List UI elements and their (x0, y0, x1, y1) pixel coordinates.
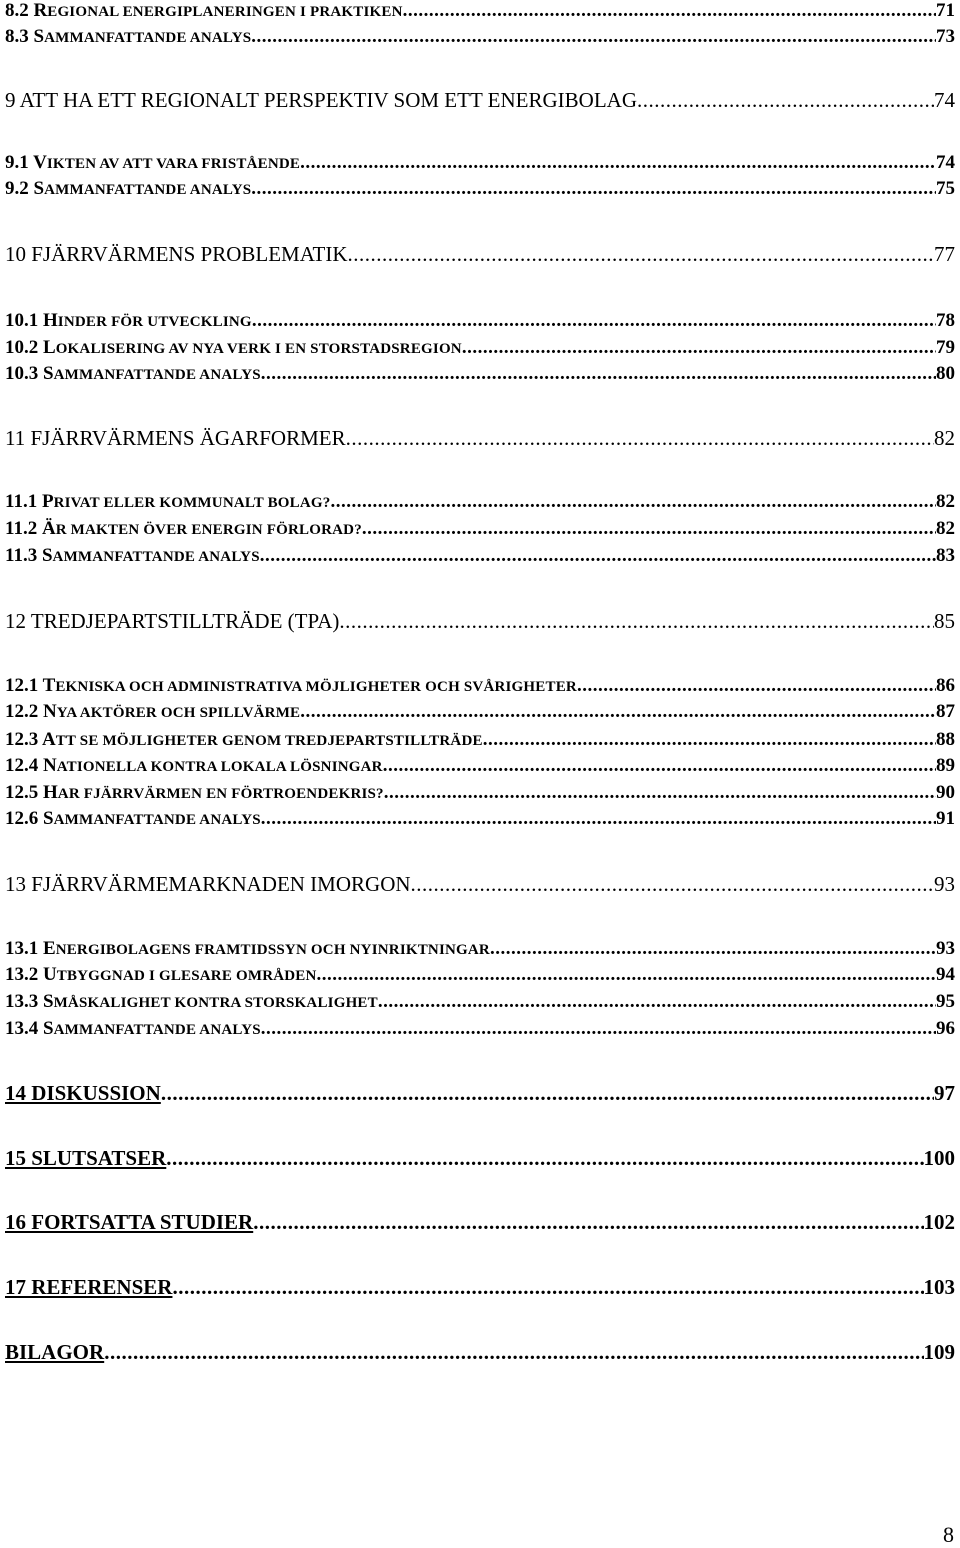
toc-entry-label: 12.5 HAR FJÄRRVÄRMEN EN FÖRTROENDEKRIS? (5, 782, 384, 803)
toc-leader-dots (330, 491, 936, 513)
toc-page-number: 74 (936, 152, 955, 173)
toc-page-number: 87 (936, 701, 955, 722)
toc-entry-label: 13.4 SAMMANFATTANDE ANALYS (5, 1018, 261, 1039)
toc-page-number: 85 (934, 609, 955, 633)
toc-chapter-16[interactable] (5, 1210, 955, 1235)
toc-leader-dots (490, 938, 936, 960)
toc-page-number: 88 (936, 729, 955, 750)
toc-page-number: 77 (934, 242, 955, 266)
toc-chapter-title: BILAGOR (5, 1340, 105, 1364)
toc-leader-dots (346, 426, 934, 451)
toc-leader-dots (252, 310, 936, 332)
toc-chapter-12[interactable] (5, 609, 955, 634)
toc-entry-label: 12.2 NYA AKTÖRER OCH SPILLVÄRME (5, 701, 301, 722)
toc-page-number: 71 (936, 0, 955, 21)
toc-page-number: 82 (936, 518, 955, 539)
toc-entry-9-1[interactable] (5, 152, 955, 174)
toc-leader-dots (348, 242, 934, 267)
toc-page-number: 73 (936, 26, 955, 47)
toc-page-number: 100 (923, 1146, 955, 1170)
toc-entry-12-3[interactable] (5, 729, 955, 751)
toc-entry-label: 10.3 SAMMANFATTANDE ANALYS (5, 363, 261, 384)
toc-leader-dots (261, 363, 936, 385)
toc-entry-13-2[interactable] (5, 964, 955, 986)
toc-page-number: 79 (936, 337, 955, 358)
toc-entry-label: 11.1 PRIVAT ELLER KOMMUNALT BOLAG? (5, 491, 331, 512)
toc-page-number: 82 (934, 426, 955, 450)
toc-entry-label: 9.2 SAMMANFATTANDE ANALYS (5, 178, 252, 199)
toc-chapter-13[interactable] (5, 872, 955, 897)
toc-entry-10-3[interactable] (5, 363, 955, 385)
toc-entry-11-1[interactable] (5, 491, 955, 513)
toc-page-number: 103 (923, 1275, 955, 1299)
toc-page-number: 94 (936, 964, 955, 985)
page-number: 8 (943, 1522, 954, 1547)
toc-leader-dots (251, 178, 936, 200)
toc-chapter-title: 12 TREDJEPARTSTILLTRÄDE (TPA) (5, 609, 340, 633)
toc-leader-dots (300, 152, 936, 174)
toc-entry-13-4[interactable] (5, 1018, 955, 1040)
toc-page-number: 86 (936, 675, 955, 696)
toc-page-number: 74 (934, 88, 955, 112)
toc-chapter-10[interactable] (5, 242, 955, 267)
toc-leader-dots (403, 0, 936, 22)
toc-page-number: 102 (923, 1210, 955, 1234)
toc-leader-dots (251, 26, 936, 48)
toc-entry-label: 8.2 REGIONAL ENERGIPLANERINGEN I PRAKTIKEN (5, 0, 403, 21)
toc-entry-13-3[interactable] (5, 991, 955, 1013)
toc-entry-label: 12.6 SAMMANFATTANDE ANALYS (5, 808, 261, 829)
toc-leader-dots (172, 1275, 923, 1300)
toc-chapter-15[interactable] (5, 1146, 955, 1171)
toc-entry-12-5[interactable] (5, 782, 955, 804)
toc-leader-dots (260, 545, 936, 567)
toc-leader-dots (384, 782, 936, 804)
toc-chapter-title: 11 FJÄRRVÄRMENS ÄGARFORMER (5, 426, 346, 450)
toc-leader-dots (300, 701, 936, 723)
toc-page-number: 83 (936, 545, 955, 566)
toc-page-number: 75 (936, 178, 955, 199)
toc-leader-dots (462, 337, 936, 359)
toc-entry-label: 11.2 ÄR MAKTEN ÖVER ENERGIN FÖRLORAD? (5, 518, 362, 539)
toc-leader-dots (261, 1018, 936, 1040)
toc-leader-dots (483, 729, 936, 751)
toc-page-number: 90 (936, 782, 955, 803)
toc-page-number: 80 (936, 363, 955, 384)
toc-page-number: 93 (936, 938, 955, 959)
toc-page-number: 89 (936, 755, 955, 776)
toc-entry-12-4[interactable] (5, 755, 955, 777)
toc-chapter-bilagor[interactable] (5, 1340, 955, 1365)
toc-entry-label: 10.2 LOKALISERING AV NYA VERK I EN STORSTADSREGION (5, 337, 462, 358)
toc-page-number: 109 (923, 1340, 955, 1364)
toc-leader-dots (161, 1081, 934, 1106)
toc-chapter-11[interactable] (5, 426, 955, 451)
toc-entry-12-6[interactable] (5, 808, 955, 830)
toc-page-number: 91 (936, 808, 955, 829)
toc-entry-11-2[interactable] (5, 518, 955, 540)
toc-entry-9-2[interactable] (5, 178, 955, 200)
toc-leader-dots (261, 808, 936, 830)
toc-entry-label: 13.2 UTBYGGNAD I GLESARE OMRÅDEN (5, 964, 317, 985)
toc-entry-12-1[interactable] (5, 675, 955, 697)
toc-entry-13-1[interactable] (5, 938, 955, 960)
toc-entry-label: 12.3 ATT SE MÖJLIGHETER GENOM TREDJEPARTSTILLTRÄDE (5, 729, 483, 750)
toc-page-number: 93 (934, 872, 955, 896)
toc-entry-label: 12.1 TEKNISKA OCH ADMINISTRATIVA MÖJLIGHETER OCH SVÅRIGHETER (5, 675, 577, 696)
toc-leader-dots (253, 1210, 923, 1235)
toc-leader-dots (577, 675, 936, 697)
toc-chapter-title: 10 FJÄRRVÄRMENS PROBLEMATIK (5, 242, 348, 266)
toc-leader-dots (383, 755, 936, 777)
toc-entry-10-1[interactable] (5, 310, 955, 332)
toc-leader-dots (362, 518, 936, 540)
toc-entry-8-3[interactable] (5, 26, 955, 48)
toc-page-number: 97 (934, 1081, 955, 1105)
toc-entry-label: 12.4 NATIONELLA KONTRA LOKALA LÖSNINGAR (5, 755, 383, 776)
toc-leader-dots (411, 872, 934, 897)
toc-chapter-14[interactable] (5, 1081, 955, 1106)
toc-leader-dots (317, 964, 936, 986)
toc-entry-label: 9.1 VIKTEN AV ATT VARA FRISTÅENDE (5, 152, 301, 173)
toc-leader-dots (166, 1146, 923, 1171)
toc-chapter-17[interactable] (5, 1275, 955, 1300)
toc-chapter-title: 15 SLUTSATSER (5, 1146, 167, 1170)
toc-page-number: 95 (936, 991, 955, 1012)
toc-page-number: 82 (936, 491, 955, 512)
toc-entry-10-2[interactable] (5, 337, 955, 359)
toc-entry-12-2[interactable] (5, 701, 955, 723)
toc-page-number: 78 (936, 310, 955, 331)
toc-chapter-title: 17 REFERENSER (5, 1275, 173, 1299)
toc-entry-11-3[interactable] (5, 545, 955, 567)
toc-chapter-title: 13 FJÄRRVÄRMEMARKNADEN IMORGON (5, 872, 411, 896)
toc-entry-8-2[interactable] (5, 0, 955, 22)
toc-chapter-title: 9 ATT HA ETT REGIONALT PERSPEKTIV SOM ETT ENERGIBOLAG (5, 88, 637, 112)
toc-chapter-title: 16 FORTSATTA STUDIER (5, 1210, 254, 1234)
toc-entry-label: 8.3 SAMMANFATTANDE ANALYS (5, 26, 252, 47)
toc-chapter-title: 14 DISKUSSION (5, 1081, 161, 1105)
toc-leader-dots (339, 609, 934, 634)
toc-entry-label: 13.1 ENERGIBOLAGENS FRAMTIDSSYN OCH NYINRIKTNINGAR (5, 938, 490, 959)
toc-leader-dots (637, 88, 934, 113)
toc-chapter-9[interactable] (5, 88, 955, 113)
toc-entry-label: 10.1 HINDER FÖR UTVECKLING (5, 310, 252, 331)
toc-entry-label: 11.3 SAMMANFATTANDE ANALYS (5, 545, 260, 566)
toc-page-number: 96 (936, 1018, 955, 1039)
toc-leader-dots (378, 991, 936, 1013)
toc-entry-label: 13.3 SMÅSKALIGHET KONTRA STORSKALIGHET (5, 991, 378, 1012)
toc-leader-dots (104, 1340, 923, 1365)
